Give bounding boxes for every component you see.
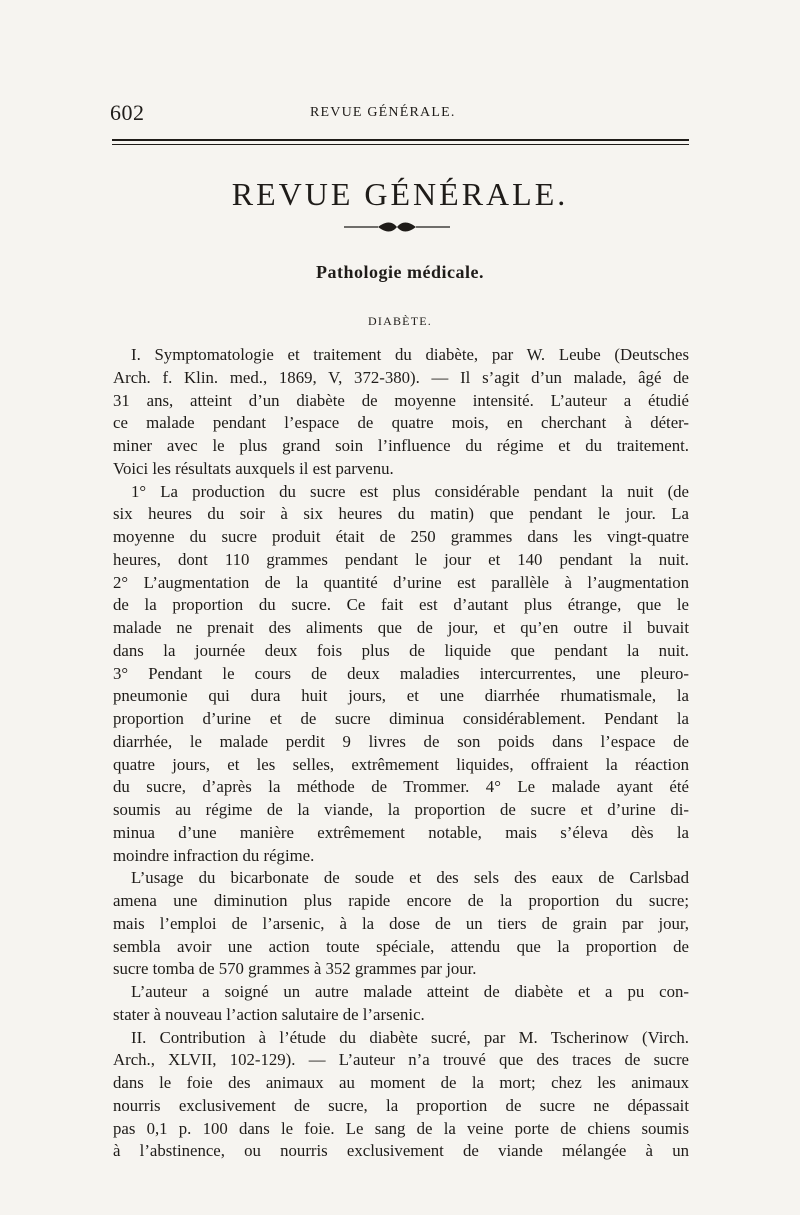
text-line: à l’abstinence, ou nourris exclusivement de viande mélangée à un: [113, 1141, 689, 1161]
text-line: moindre infraction du régime.: [113, 845, 315, 865]
text-line: du sucre, d’après la méthode de Trommer. 4° Le malade ayant été: [113, 777, 689, 797]
text-line: minua d’une manière extrêmement notable, mais s’éleva dès la: [113, 822, 689, 842]
text-line: Voici les résultats auxquels il est parvenu.: [113, 458, 394, 478]
subsection-title: Pathologie médicale.: [316, 262, 484, 282]
text-line: de la proportion du sucre. Ce fait est d’autant plus étrange, que le: [113, 595, 689, 615]
text-line: moyenne du sucre produit était de 250 grammes dans les vingt-quatre: [113, 527, 689, 546]
text-line: dans la journée deux fois plus de liquide que pendant la nuit.: [113, 640, 689, 660]
text-line: quatre jours, et les selles, extrêmement liquides, offraient la réaction: [113, 754, 689, 774]
article-body: [113, 344, 689, 1163]
text-line: Arch. f. Klin. med., 1869, V, 372-380). — Il s’agit d’un malade, âgé de: [113, 367, 689, 387]
running-head: [110, 100, 690, 128]
text-line: miner avec le plus grand soin l’influence du régime et du traitement.: [113, 436, 689, 455]
text-line: soumis au régime de la viande, la proportion de sucre et d’urine di-: [113, 800, 689, 819]
text-line: proportion d’urine et de sucre diminua considérablement. Pendant la: [113, 709, 689, 728]
text-line: mais l’emploi de l’arsenic, à la dose de un tiers de grain par jour,: [113, 913, 689, 933]
text-line: 2° L’augmentation de la quantité d’urine est parallèle à l’augmentation: [113, 572, 689, 592]
text-line: 1° La production du sucre est plus considérable pendant la nuit (de: [131, 481, 689, 501]
text-line: pneumonie qui dura huit jours, et une diarrhée rhumatismale, la: [113, 686, 689, 706]
text-line: I. Symptomatologie et traitement du diabète, par W. Leube (Deutsches: [131, 345, 689, 364]
running-title: REVUE GÉNÉRALE.: [310, 105, 456, 120]
page-number: 602: [110, 100, 145, 125]
section-title: REVUE GÉNÉRALE.: [231, 176, 569, 212]
text-line: 3° Pendant le cours de deux maladies intercurrentes, une pleuro-: [113, 663, 689, 683]
topic-title: DIABÈTE.: [368, 314, 432, 328]
text-line: II. Contribution à l’étude du diabète sucré, par M. Tscherinow (Virch.: [131, 1027, 689, 1047]
text-line: Arch., XLVII, 102-129). — L’auteur n’a trouvé que des traces de sucre: [113, 1050, 689, 1070]
header-rule: [112, 139, 689, 145]
text-line: 31 ans, atteint d’un diabète de moyenne intensité. L’auteur a étudié: [113, 390, 689, 410]
text-line: sucre tomba de 570 grammes à 352 grammes par jour.: [113, 959, 477, 979]
text-line: heures, dont 110 grammes pendant le jour et 140 pendant la nuit.: [113, 549, 689, 569]
text-line: ce malade pendant l’espace de quatre mois, en cherchant à déter-: [113, 413, 689, 433]
text-line: sembla avoir une action toute spéciale, attendu que la proportion de: [113, 936, 689, 956]
text-line: pas 0,1 p. 100 dans le foie. Le sang de la veine porte de chiens soumis: [113, 1118, 689, 1138]
text-line: malade ne prenait des aliments que de jour, et qu’en outre il buvait: [113, 618, 689, 637]
text-line: diarrhée, le malade perdit 9 livres de son poids dans l’espace de: [113, 731, 689, 751]
text-line: stater à nouveau l’action salutaire de l’arsenic.: [113, 1004, 425, 1024]
text-line: dans le foie des animaux au moment de la mort; chez les animaux: [113, 1073, 689, 1092]
text-line: L’usage du bicarbonate de soude et des sels des eaux de Carlsbad: [131, 868, 689, 888]
ornament-divider: [344, 220, 450, 234]
text-line: nourris exclusivement de sucre, la proportion de sucre ne dépassait: [113, 1095, 689, 1115]
text-line: six heures du soir à six heures du matin) que pendant le jour. La: [113, 504, 689, 524]
text-line: L’auteur a soigné un autre malade atteint de diabète et a pu con-: [131, 982, 689, 1001]
text-line: amena une diminution plus rapide encore de la proportion du sucre;: [113, 891, 689, 910]
